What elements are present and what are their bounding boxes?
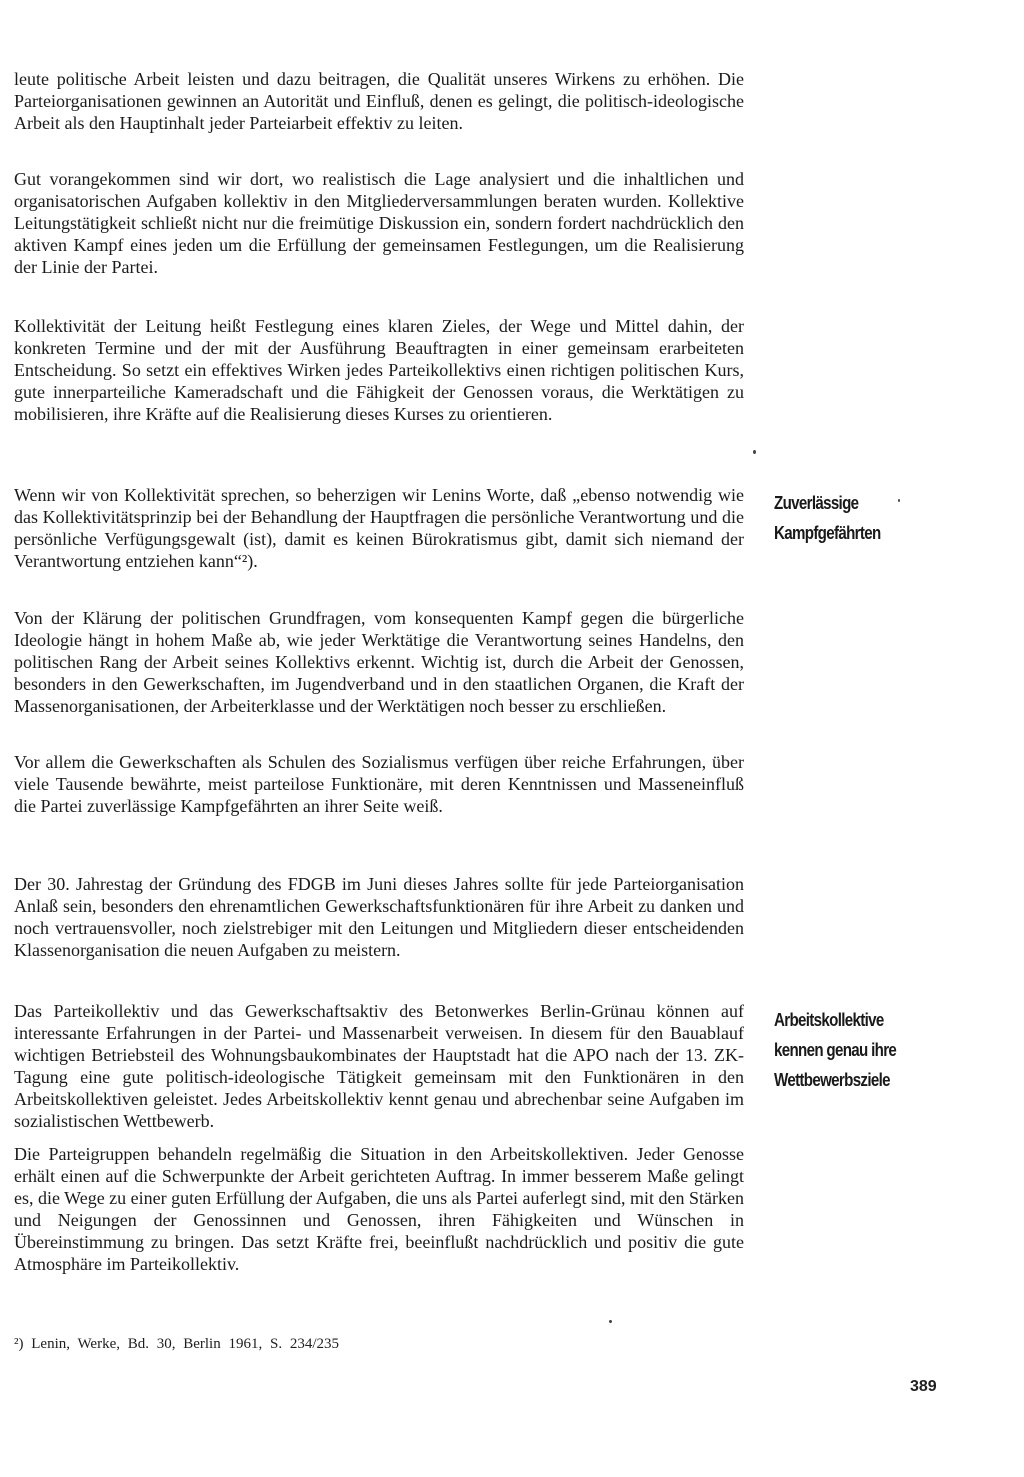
paragraph-7: Der 30. Jahrestag der Gründung des FDGB im Juni dieses Jahres sollte für jede Parteiorganisation Anlaß sein, besonders den ehrenamtlichen Gewerkschaftsfunktionären für ihre Arbeit zu danken und noch vertrauensvoller, noch zielstrebiger mit den Leitungen und Mitgliedern dieser entscheidenden Klassenorganisation die neuen Aufgaben zu meistern.: [14, 874, 744, 960]
paragraph-3: Kollektivität der Leitung heißt Festlegung eines klaren Zieles, der Wege und Mittel dahin, der konkreten Termine und der mit der Ausführung Beauftragten in einer gemeinsam erarbeiteten Entscheidung. So setzt ein effektives Wirken jedes Parteikollektivs einen richtigen politischen Kurs, gute innerparteiliche Kameradschaft und die Fähigkeit der Genossen voraus, die Werktätigen zu mobilisieren, ihre Kräfte auf die Realisierung dieses Kurses zu orientieren.: [14, 316, 744, 424]
paragraph-8: Das Parteikollektiv und das Gewerkschaftsaktiv des Betonwerkes Berlin-Grünau können auf interessante Erfahrungen in der Partei- und Massenarbeit verweisen. In diesem für den Bauablauf wichtigen Betriebsteil des Wohnungsbaukombinates der Hauptstadt hat die APO nach der 13. ZK-Tagung eine gute politisch-ideologische Tätigkeit gemeinsam mit den Funktionären in den Arbeitskollektiven geleistet. Jedes Arbeitskollektiv kennt genau und abrechenbar seine Aufgaben im sozialistischen Wettbewerb.: [14, 1001, 744, 1131]
margin-heading-line: Kampfgefährten: [774, 523, 881, 543]
print-speck: [609, 1320, 612, 1323]
page-number: 389: [910, 1378, 937, 1395]
margin-heading-line: Arbeitskollektive: [774, 1010, 884, 1030]
margin-heading-line: Wettbewerbsziele: [774, 1070, 890, 1090]
print-speck: [898, 499, 900, 502]
paragraph-5: Von der Klärung der politischen Grundfragen, vom konsequenten Kampf gegen die bürgerliche Ideologie hängt in hohem Maße ab, wie jeder Werktätige die Verantwortung seines Handelns, den politischen Rang der Arbeit seines Kollektivs erkennt. Wichtig ist, durch die Arbeit der Genossen, besonders in den Gewerkschaften, im Jugendverband und in den staatlichen Organen, die Kraft der Massenorganisationen, der Arbeiterklasse und der Werktätigen noch besser zu erschließen.: [14, 608, 744, 716]
paragraph-2: Gut vorangekommen sind wir dort, wo realistisch die Lage analysiert und die inhaltlichen und organisatorischen Aufgaben kollektiv in den Mitgliederversammlungen beraten wurden. Kollektive Leitungstätigkeit schließt nicht nur die freimütige Diskussion ein, sondern fordert nachdrücklich den aktiven Kampf eines jeden um die Erfüllung der gemeinsamen Festlegungen, um die Realisierung der Linie der Partei.: [14, 169, 744, 277]
paragraph-9: Die Parteigruppen behandeln regelmäßig die Situation in den Arbeitskollektiven. Jeder Genosse erhält einen auf die Schwerpunkte der Arbeit gerichteten Auftrag. In immer besserem Maße gelingt es, die Wege zu einer guten Erfüllung der Aufgaben, die uns als Partei auferlegt sind, mit den Stärken und Neigungen der Genossinnen und Genossen, ihren Fähigkeiten und Wünschen in Übereinstimmung zu bringen. Das setzt Kräfte frei, beeinflußt nachdrücklich und positiv die gute Atmosphäre im Parteikollektiv.: [14, 1144, 745, 1274]
margin-heading-2: [774, 1005, 959, 1095]
margin-heading-line: kennen genau ihre: [774, 1040, 897, 1060]
paragraph-6: Vor allem die Gewerkschaften als Schulen des Sozialismus verfügen über reiche Erfahrungen, über viele Tausende bewährte, meist parteilose Funktionäre, mit deren Kenntnissen und Masseneinfluß die Partei zuverlässige Kampfgefährten an ihrer Seite weiß.: [14, 752, 744, 816]
margin-heading-1: [774, 488, 959, 548]
paragraph-1: leute politische Arbeit leisten und dazu beitragen, die Qualität unseres Wirkens zu erhöhen. Die Parteiorganisationen gewinnen an Autorität und Einfluß, denen es gelingt, die politisch-ideologische Arbeit als den Hauptinhalt jeder Parteiarbeit effektiv zu leiten.: [14, 69, 744, 133]
print-speck: [753, 450, 756, 454]
paragraph-4: Wenn wir von Kollektivität sprechen, so beherzigen wir Lenins Worte, daß „ebenso notwendig wie das Kollektivitätsprinzip bei der Behandlung der Hauptfragen die persönliche Verantwortung und die persönliche Verfügungsgewalt (ist), damit es keinen Bürokratismus gibt, damit sich niemand der Verantwortung entziehen kann“²).: [14, 485, 744, 571]
margin-heading-line: Zuverlässige: [774, 493, 859, 513]
footnote: ²) Lenin, Werke, Bd. 30, Berlin 1961, S. 234/235: [14, 1336, 339, 1352]
